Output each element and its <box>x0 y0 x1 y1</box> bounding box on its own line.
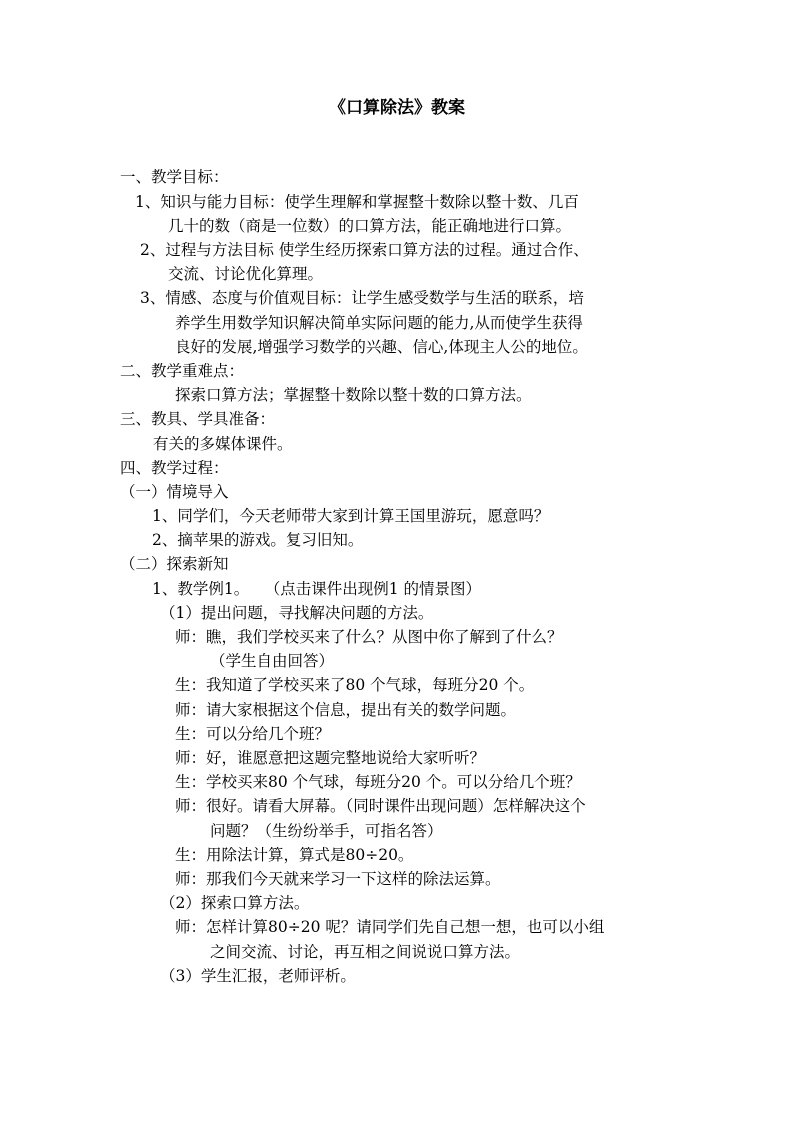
dialogue-line: 师：瞧，我们学校买来了什么？从图中你了解到了什么？ <box>175 628 563 646</box>
subsection-intro: （一）情境导入 <box>120 483 229 501</box>
dialogue-line: 之间交流、讨论，再互相之间说说口算方法。 <box>210 943 521 961</box>
intro-item-2: 2、摘苹果的游戏。复习旧知。 <box>152 531 364 549</box>
section-heading-key-points: 二、教学重难点： <box>120 362 245 380</box>
dialogue-line: 师：怎样计算80÷20 呢？请同学们先自己想一想，也可以小组 <box>175 918 605 936</box>
objective-2-line-1: 2、过程与方法目标 使学生经历探索口算方法的过程。通过合作、 <box>140 241 589 259</box>
intro-item-1: 1、同学们，今天老师带大家到计算王国里游玩，愿意吗？ <box>152 507 550 525</box>
step-3-heading: （3）学生汇报，老师评析。 <box>160 967 356 985</box>
dialogue-line: 师：好，谁愿意把这题完整地说给大家听听？ <box>175 749 486 767</box>
subsection-explore: （二）探索新知 <box>120 555 229 573</box>
objective-3-line-1: 3、情感、态度与价值观目标：让学生感受数学与生活的联系，培 <box>140 289 584 307</box>
explore-example-1: 1、教学例1。 （点击课件出现例1 的情景图） <box>152 580 482 598</box>
section-heading-materials: 三、教具、学具准备： <box>120 410 276 428</box>
section-heading-objectives: 一、教学目标： <box>120 168 229 186</box>
objective-1-line-1: 1、知识与能力目标：使学生理解和掌握整十数除以整十数、几百 <box>135 193 579 211</box>
dialogue-line: 生：我知道了学校买来了80 个气球，每班分20 个。 <box>175 676 535 694</box>
objective-2-line-2: 交流、讨论优化算理。 <box>168 265 324 283</box>
key-points-text: 探索口算方法；掌握整十数除以整十数的口算方法。 <box>175 386 532 404</box>
dialogue-line: 师：很好。请看大屏幕。（同时课件出现问题）怎样解决这个 <box>175 797 586 815</box>
step-1-heading: （1）提出问题，寻找解决问题的方法。 <box>160 604 434 622</box>
dialogue-line: 生：用除法计算，算式是80÷20。 <box>175 846 414 864</box>
dialogue-line: 师：那我们今天就来学习一下这样的除法运算。 <box>175 870 501 888</box>
materials-text: 有关的多媒体课件。 <box>153 435 293 453</box>
objective-3-line-2: 养学生用数学知识解决简单实际问题的能力,从而使学生获得 <box>175 314 583 332</box>
dialogue-line: 师：请大家根据这个信息，提出有关的数学问题。 <box>175 701 517 719</box>
objective-1-line-2: 几十的数（商是一位数）的口算方法，能正确地进行口算。 <box>168 217 572 235</box>
objective-3-line-3: 良好的发展,增强学习数学的兴趣、信心,体现主人公的地位。 <box>175 338 588 356</box>
step-2-heading: （2）探索口算方法。 <box>160 894 310 912</box>
dialogue-line: 问题？（生纷纷举手，可指名答） <box>210 822 443 840</box>
dialogue-line: 生：学校买来80 个气球，每班分20 个。可以分给几个班？ <box>175 773 581 791</box>
document-title: 《口算除法》教案 <box>329 98 465 118</box>
dialogue-line: （学生自由回答） <box>210 652 335 670</box>
section-heading-process: 四、教学过程： <box>120 459 229 477</box>
dialogue-line: 生：可以分给几个班？ <box>175 725 331 743</box>
